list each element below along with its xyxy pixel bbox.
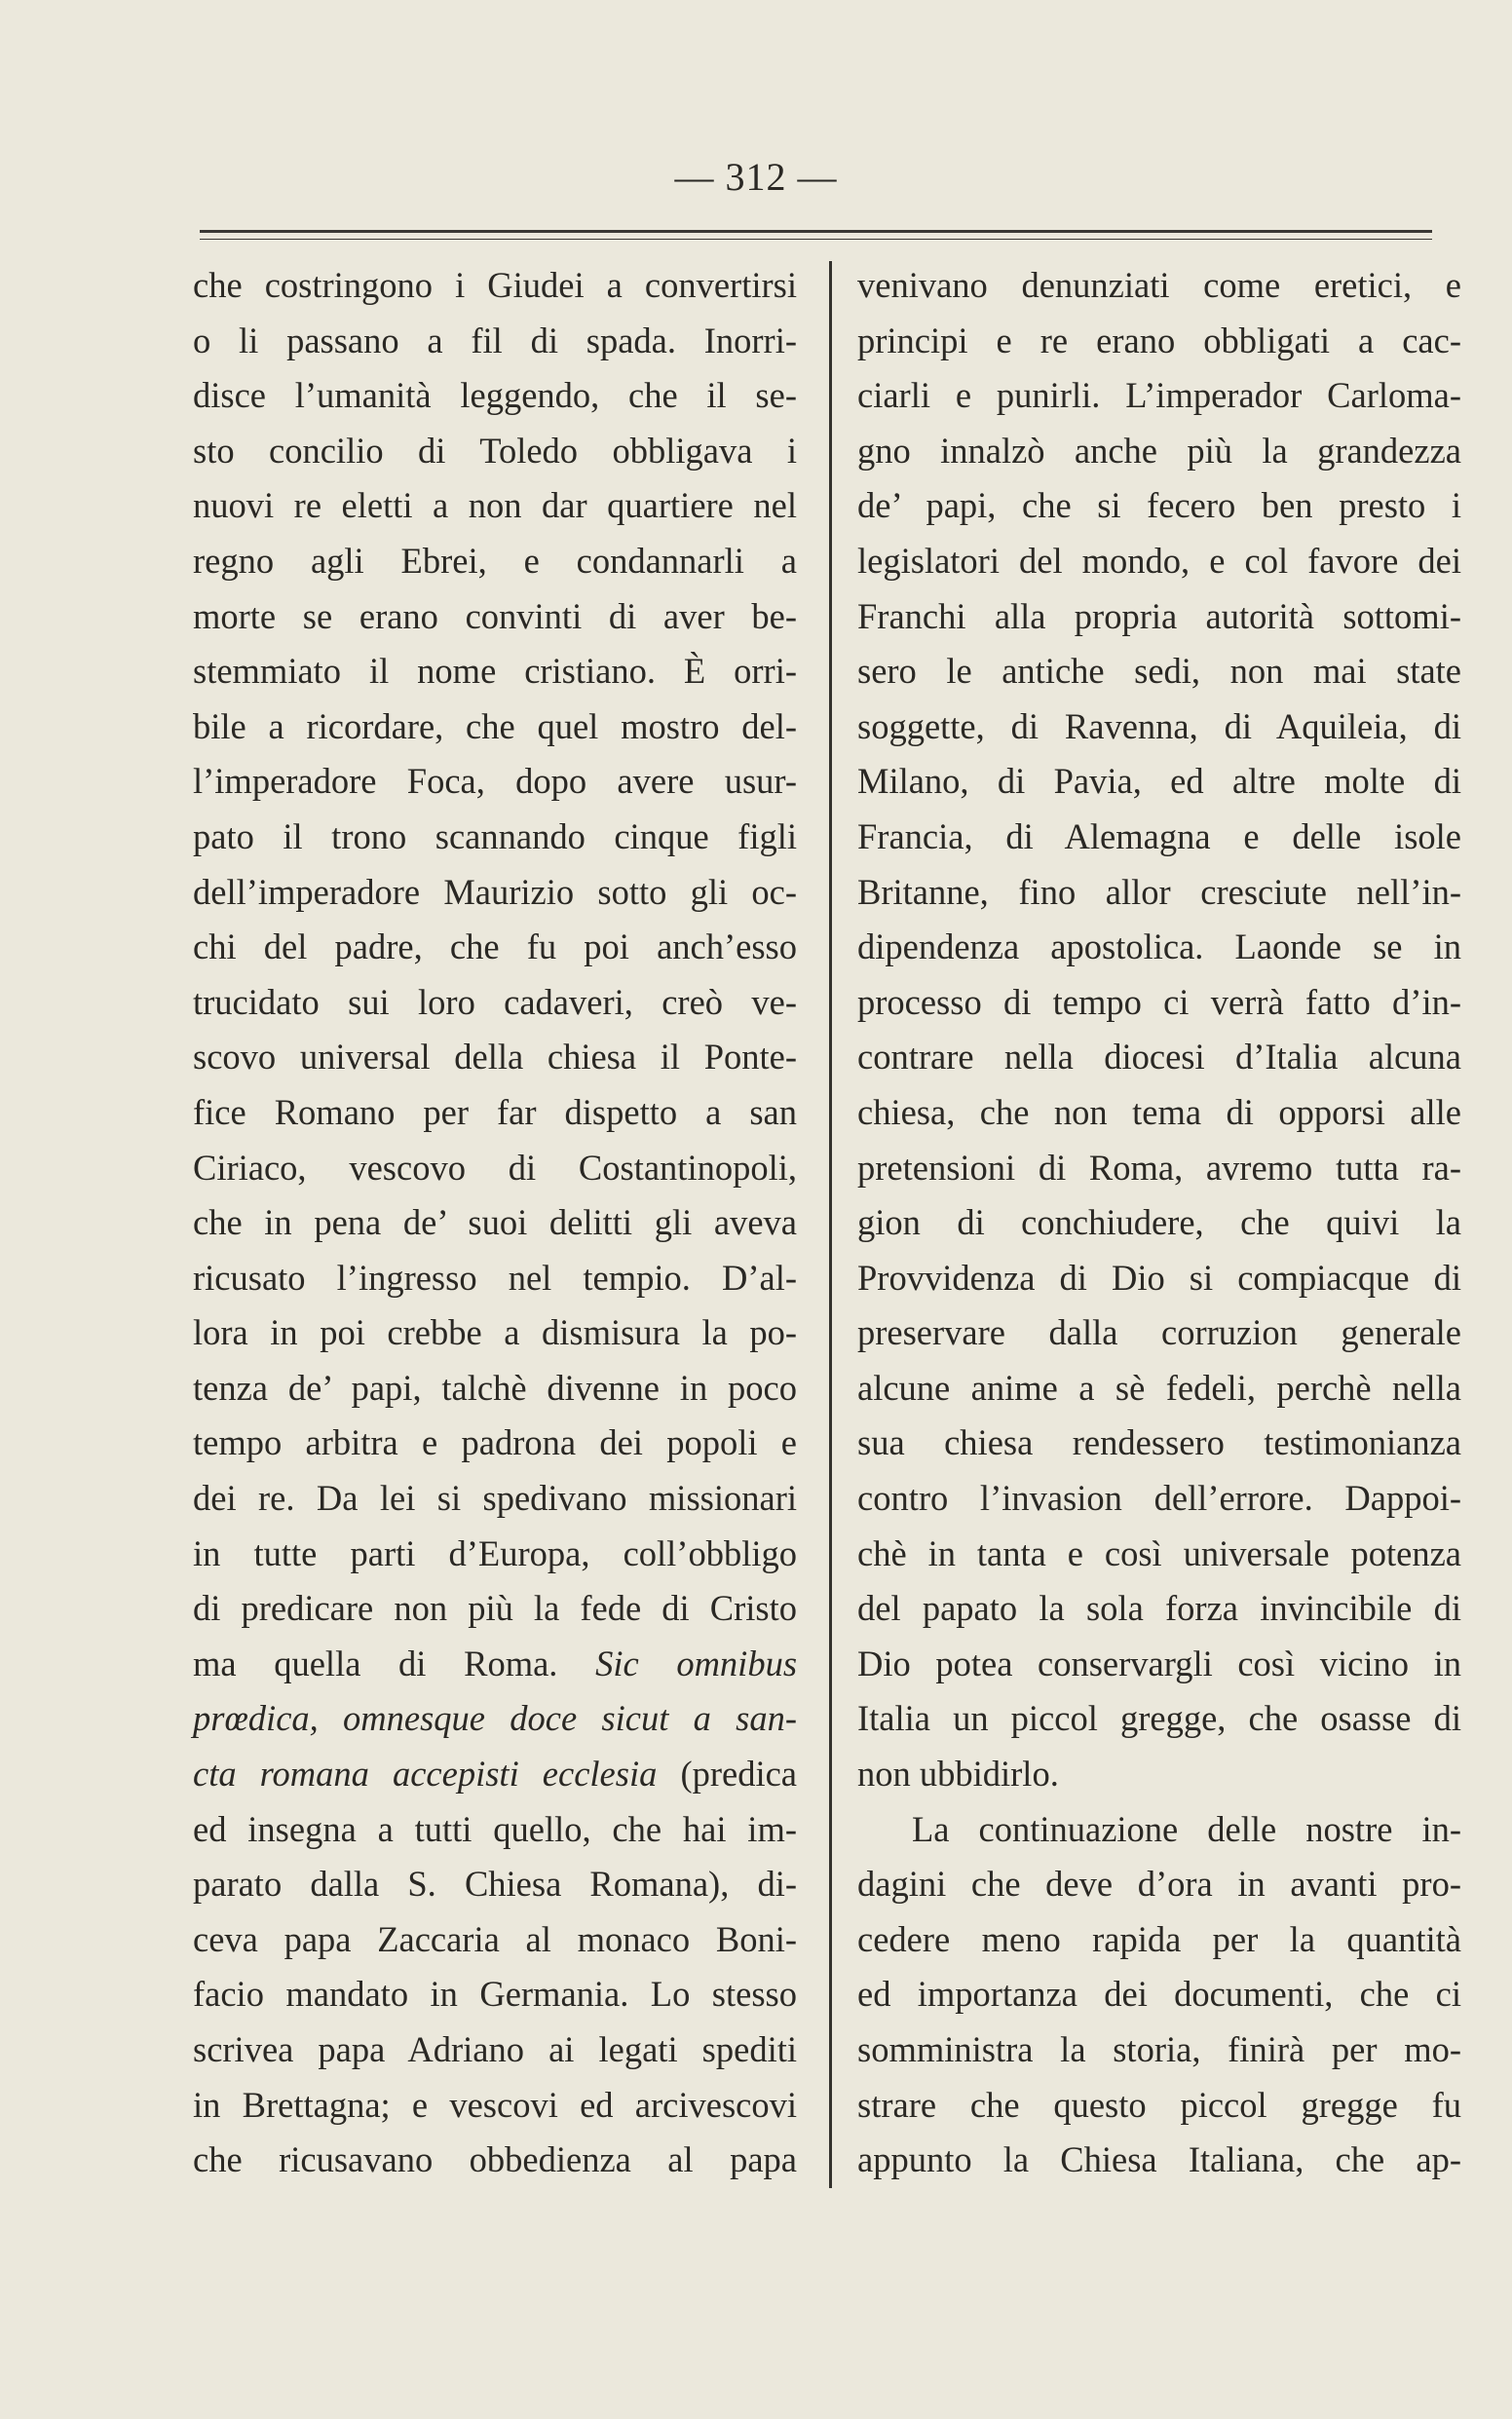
text-line: ciarli e punirli. L’imperador Carloma- — [857, 375, 1461, 416]
text-line: tempo arbitra e padrona dei popoli e — [193, 1422, 797, 1463]
text-line: Franchi alla propria autorità sottomi- — [857, 595, 1461, 636]
text-line: lora in poi crebbe a dismisura la po- — [193, 1312, 797, 1353]
text-line: tenza de’ papi, talchè divenne in poco — [193, 1367, 797, 1408]
text-line: principi e re erano obbligati a cac- — [857, 320, 1461, 360]
column-divider — [829, 261, 832, 2188]
text-line: dell’imperadore Maurizio sotto gli oc- — [193, 871, 797, 912]
text-line: cedere meno rapida per la quantità — [857, 1918, 1461, 1959]
text-line: bile a ricordare, che quel mostro del- — [193, 705, 797, 746]
latin-quote-text: prœdica, omnesque doce sicut a san- — [193, 1698, 797, 1739]
text-line-latin-quote — [193, 1747, 797, 1802]
text-line: ricusato l’ingresso nel tempio. D’al- — [193, 1257, 797, 1298]
text-line: parato dalla S. Chiesa Romana), di- — [193, 1864, 797, 1905]
text-line: sero le antiche sedi, non mai state — [857, 651, 1461, 692]
paragraph-end-line: non ubbidirlo. — [857, 1754, 1059, 1795]
text-line: soggette, di Ravenna, di Aquileia, di — [857, 705, 1461, 746]
text-line: preservare dalla corruzion generale — [857, 1312, 1461, 1353]
text-line: dipendenza apostolica. Laonde se in — [857, 926, 1461, 967]
text-line: o li passano a fil di spada. Inorri- — [193, 320, 797, 360]
text-line: ceva papa Zaccaria al monaco Boni- — [193, 1918, 797, 1959]
text-line: fice Romano per far dispetto a san — [193, 1091, 797, 1132]
text-line: nuovi re eletti a non dar quartiere nel — [193, 485, 797, 526]
text-line: appunto la Chiesa Italiana, che ap- — [857, 2139, 1461, 2180]
page-number: — 312 — — [674, 155, 838, 199]
header-rule-thin — [200, 239, 1432, 240]
text-line: Francia, di Alemagna e delle isole — [857, 815, 1461, 856]
text-line: facio mandato in Germania. Lo stesso — [193, 1974, 797, 2015]
text-line: dagini che deve d’ora in avanti pro- — [857, 1864, 1461, 1905]
quote-lead-text: ma quella di Roma. — [193, 1643, 558, 1683]
text-line: chi del padre, che fu poi anch’esso — [193, 926, 797, 967]
header-rule-thick — [200, 230, 1432, 233]
text-line: de’ papi, che si fecero ben presto i — [857, 485, 1461, 526]
text-line: venivano denunziati come eretici, e — [857, 265, 1461, 305]
quote-translation-start: (predica — [680, 1754, 797, 1795]
text-line: scrivea papa Adriano ai legati spediti — [193, 2029, 797, 2069]
left-column — [193, 258, 797, 2188]
text-line: stemmiato il nome cristiano. È orri- — [193, 651, 797, 692]
paragraph-start-line: La continuazione delle nostre in- — [912, 1808, 1461, 1849]
text-line: l’imperadore Foca, dopo avere usur- — [193, 761, 797, 802]
text-line: sto concilio di Toledo obbligava i — [193, 430, 797, 471]
text-line: che ricusavano obbedienza al papa — [193, 2139, 797, 2180]
text-line: trucidato sui loro cadaveri, creò ve- — [193, 981, 797, 1022]
text-line: Milano, di Pavia, ed altre molte di — [857, 761, 1461, 802]
text-line: chiesa, che non tema di opporsi alle — [857, 1091, 1461, 1132]
text-line: morte se erano convinti di aver be- — [193, 595, 797, 636]
text-line: Britanne, fino allor cresciute nell’in- — [857, 871, 1461, 912]
text-line: alcune anime a sè fedeli, perchè nella — [857, 1367, 1461, 1408]
text-line: gion di conchiudere, che quivi la — [857, 1202, 1461, 1243]
text-line: legislatori del mondo, e col favore dei — [857, 540, 1461, 581]
text-line: contrare nella diocesi d’Italia alcuna — [857, 1037, 1461, 1077]
text-line: Ciriaco, vescovo di Costantinopoli, — [193, 1147, 797, 1188]
text-line: scovo universal della chiesa il Ponte- — [193, 1037, 797, 1077]
text-line: di predicare non più la fede di Cristo — [193, 1588, 797, 1629]
text-line: gno innalzò anche più la grandezza — [857, 430, 1461, 471]
text-line: dei re. Da lei si spedivano missionari — [193, 1478, 797, 1519]
text-line: del papato la sola forza invincibile di — [857, 1588, 1461, 1629]
text-line: pato il trono scannando cinque figli — [193, 815, 797, 856]
text-line: ed importanza dei documenti, che ci — [857, 1974, 1461, 2015]
text-line: in tutte parti d’Europa, coll’obbligo — [193, 1532, 797, 1573]
text-line: strare che questo piccol gregge fu — [857, 2084, 1461, 2125]
text-line: regno agli Ebrei, e condannarli a — [193, 540, 797, 581]
text-line: processo di tempo ci verrà fatto d’in- — [857, 981, 1461, 1022]
text-line: contro l’invasion dell’errore. Dappoi- — [857, 1478, 1461, 1519]
right-column — [857, 258, 1461, 2188]
text-line: ed insegna a tutti quello, che hai im- — [193, 1808, 797, 1849]
text-line: disce l’umanità leggendo, che il se- — [193, 375, 797, 416]
text-line-latin-quote — [193, 1637, 797, 1692]
text-line: che in pena de’ suoi delitti gli aveva — [193, 1202, 797, 1243]
latin-quote-text: Sic omnibus — [595, 1643, 798, 1683]
text-line: somministra la storia, finirà per mo- — [857, 2029, 1461, 2069]
text-line: chè in tanta e così universale potenza — [857, 1532, 1461, 1573]
text-line: Dio potea conservargli così vicino in — [857, 1643, 1461, 1683]
text-line: sua chiesa rendessero testimonianza — [857, 1422, 1461, 1463]
latin-quote-text: cta romana accepisti ecclesia — [193, 1754, 658, 1795]
text-line: Provvidenza di Dio si compiacque di — [857, 1257, 1461, 1298]
text-line: Italia un piccol gregge, che osasse di — [857, 1698, 1461, 1739]
text-line: in Brettagna; e vescovi ed arcivescovi — [193, 2084, 797, 2125]
text-line: che costringono i Giudei a convertirsi — [193, 265, 797, 305]
text-line: pretensioni di Roma, avremo tutta ra- — [857, 1147, 1461, 1188]
